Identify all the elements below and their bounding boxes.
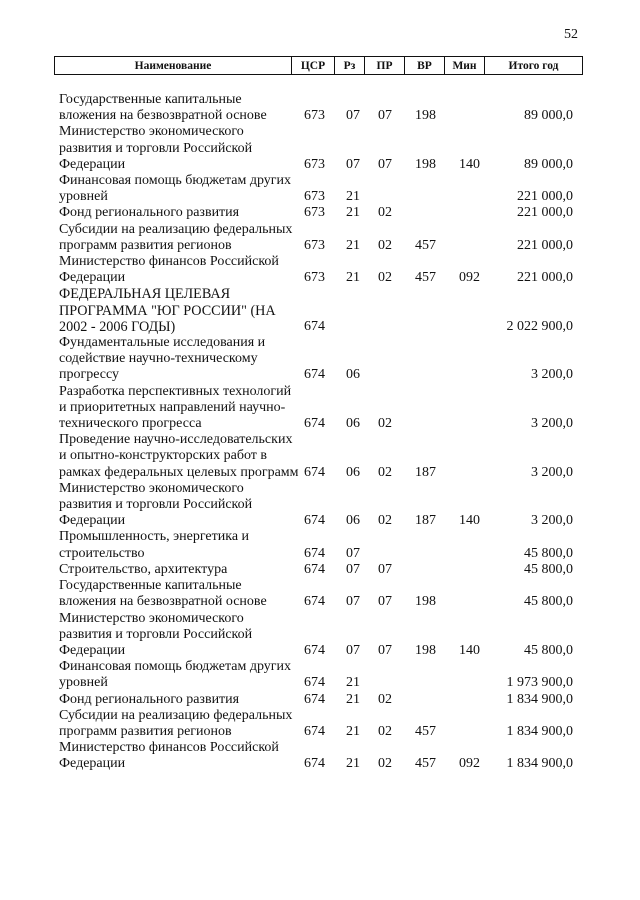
row-csr: 674 [304, 642, 325, 658]
row-csr: 674 [304, 318, 325, 334]
row-rz: 21 [346, 723, 360, 739]
row-csr: 673 [304, 237, 325, 253]
row-total: 1 834 900,0 [506, 756, 573, 772]
table-row [59, 335, 579, 384]
row-rz: 06 [346, 367, 360, 383]
row-total: 1 973 900,0 [506, 675, 573, 691]
table-row [59, 740, 579, 772]
row-pr: 02 [378, 756, 392, 772]
row-name: Строительство, архитектура [59, 561, 228, 577]
table-row [59, 659, 579, 691]
table-row [59, 529, 579, 561]
row-rz: 21 [346, 205, 360, 221]
table-row [59, 432, 579, 481]
row-csr: 673 [304, 189, 325, 205]
header-total: Итого год [508, 59, 559, 72]
row-total: 45 800,0 [524, 642, 573, 658]
header-min: Мин [445, 57, 485, 74]
row-rz: 07 [346, 642, 360, 658]
row-csr: 674 [304, 723, 325, 739]
row-min: 140 [459, 156, 480, 172]
row-csr: 674 [304, 416, 325, 432]
row-rz: 21 [346, 237, 360, 253]
row-vr: 457 [415, 756, 436, 772]
table-row [59, 124, 579, 173]
row-csr: 674 [304, 513, 325, 529]
row-pr: 07 [378, 594, 392, 610]
row-csr: 674 [304, 675, 325, 691]
row-name: Государственные капитальные вложения на безвозвратной основе [59, 578, 267, 610]
row-name: Фундаментальные исследования и содействие научно-техническому прогрессу [59, 335, 266, 383]
row-name: Проведение научно-исследовательских и опытно-конструкторских работ в рамках федеральных целевых программ [59, 432, 299, 480]
row-pr: 02 [378, 691, 392, 707]
table-row [59, 222, 579, 254]
row-min: 092 [459, 756, 480, 772]
table-row [59, 562, 579, 578]
table-row [59, 692, 579, 708]
row-pr: 07 [378, 108, 392, 124]
row-name: ФЕДЕРАЛЬНАЯ ЦЕЛЕВАЯ ПРОГРАММА "ЮГ РОССИИ" (НА 2002 - 2006 ГОДЫ) [59, 286, 276, 335]
row-vr: 198 [415, 156, 436, 172]
row-name: Разработка перспективных технологий и приоритетных направлений научно-технического прогресса [59, 383, 292, 432]
table-row [59, 481, 579, 530]
row-pr: 02 [378, 416, 392, 432]
row-vr: 198 [415, 108, 436, 124]
row-csr: 673 [304, 270, 325, 286]
row-rz: 21 [346, 756, 360, 772]
row-vr: 198 [415, 594, 436, 610]
row-rz: 07 [346, 108, 360, 124]
row-csr: 674 [304, 464, 325, 480]
row-rz: 07 [346, 545, 360, 561]
row-pr: 02 [378, 723, 392, 739]
row-pr: 02 [378, 464, 392, 480]
row-csr: 674 [304, 691, 325, 707]
row-pr: 07 [378, 561, 392, 577]
row-name: Финансовая помощь бюджетам других уровней [59, 659, 292, 691]
page-number: 52 [564, 27, 578, 42]
row-total: 1 834 900,0 [506, 723, 573, 739]
row-name: Субсидии на реализацию федеральных программ развития регионов [59, 707, 293, 739]
header-pr: ПР [365, 57, 405, 74]
row-total: 45 800,0 [524, 561, 573, 577]
table-header [54, 56, 583, 75]
table-row [59, 205, 579, 221]
row-vr: 198 [415, 642, 436, 658]
table-row [59, 578, 579, 610]
row-pr: 02 [378, 205, 392, 221]
row-total: 221 000,0 [517, 189, 573, 205]
row-name: Министерство финансов Российской Федерации [59, 740, 279, 772]
table-row [59, 611, 579, 660]
row-rz: 06 [346, 464, 360, 480]
header-rz: Рз [335, 57, 365, 74]
row-name: Субсидии на реализацию федеральных программ развития регионов [59, 221, 293, 253]
table-row [59, 384, 579, 433]
table-row [59, 92, 579, 124]
row-rz: 07 [346, 156, 360, 172]
table-row [59, 254, 579, 286]
row-name: Промышленность, энергетика и строительство [59, 529, 250, 561]
row-total: 45 800,0 [524, 545, 573, 561]
row-name: Фонд регионального развития [59, 691, 240, 707]
row-pr: 07 [378, 156, 392, 172]
table-body [59, 92, 579, 773]
header-csr: ЦСР [292, 57, 335, 74]
row-min: 140 [459, 513, 480, 529]
row-name: Государственные капитальные вложения на безвозвратной основе [59, 92, 267, 124]
row-total: 3 200,0 [531, 513, 573, 529]
row-min: 140 [459, 642, 480, 658]
row-vr: 187 [415, 513, 436, 529]
row-total: 3 200,0 [531, 367, 573, 383]
row-name: Министерство экономического развития и торговли Российской Федерации [59, 610, 253, 658]
table-row [59, 173, 579, 205]
row-rz: 06 [346, 416, 360, 432]
row-vr: 457 [415, 237, 436, 253]
row-total: 89 000,0 [524, 156, 573, 172]
row-csr: 674 [304, 594, 325, 610]
row-vr: 457 [415, 270, 436, 286]
row-total: 1 834 900,0 [506, 691, 573, 707]
row-rz: 06 [346, 513, 360, 529]
row-rz: 21 [346, 675, 360, 691]
row-csr: 674 [304, 367, 325, 383]
row-pr: 02 [378, 270, 392, 286]
row-csr: 673 [304, 156, 325, 172]
row-pr: 02 [378, 513, 392, 529]
table-row [59, 286, 579, 335]
row-rz: 21 [346, 691, 360, 707]
row-name: Министерство экономического развития и торговли Российской Федерации [59, 480, 253, 529]
row-total: 3 200,0 [531, 416, 573, 432]
row-rz: 07 [346, 561, 360, 577]
row-name: Финансовая помощь бюджетам других уровней [59, 173, 292, 205]
row-total: 221 000,0 [517, 270, 573, 286]
row-rz: 21 [346, 189, 360, 205]
row-total: 221 000,0 [517, 205, 573, 221]
row-rz: 07 [346, 594, 360, 610]
row-name: Министерство экономического развития и торговли Российской Федерации [59, 124, 253, 172]
row-csr: 674 [304, 561, 325, 577]
row-vr: 457 [415, 723, 436, 739]
row-csr: 673 [304, 108, 325, 124]
row-total: 2 022 900,0 [506, 318, 573, 334]
row-name: Фонд регионального развития [59, 205, 240, 221]
row-total: 45 800,0 [524, 594, 573, 610]
row-min: 092 [459, 270, 480, 286]
row-name: Министерство финансов Российской Федерации [59, 254, 279, 286]
row-rz: 21 [346, 270, 360, 286]
row-csr: 674 [304, 545, 325, 561]
row-pr: 07 [378, 642, 392, 658]
row-total: 221 000,0 [517, 237, 573, 253]
header-vr: ВР [405, 57, 445, 74]
row-csr: 674 [304, 756, 325, 772]
table-row [59, 708, 579, 740]
row-vr: 187 [415, 464, 436, 480]
row-total: 3 200,0 [531, 464, 573, 480]
header-name: Наименование [55, 57, 292, 74]
row-total: 89 000,0 [524, 108, 573, 124]
row-csr: 673 [304, 205, 325, 221]
row-pr: 02 [378, 237, 392, 253]
